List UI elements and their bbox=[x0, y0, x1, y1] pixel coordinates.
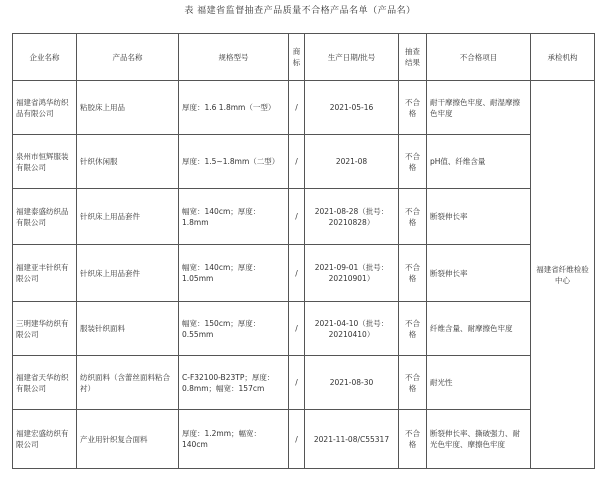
table-row bbox=[13, 410, 595, 469]
cell-items: 断裂伸长率、撕破强力、耐光色牢度、摩擦色牢度 bbox=[427, 410, 531, 469]
header-spec: 规格型号 bbox=[179, 34, 289, 81]
table-row bbox=[13, 245, 595, 302]
header-enterprise: 企业名称 bbox=[13, 34, 77, 81]
page-title: 表 福建省监督抽查产品质量不合格产品名单（产品名） bbox=[184, 6, 416, 16]
header-items: 不合格项目 bbox=[427, 34, 531, 81]
cell-product: 针织床上用品套件 bbox=[77, 245, 179, 302]
results-table bbox=[12, 33, 595, 469]
table-row bbox=[13, 81, 595, 135]
cell-brand: / bbox=[289, 189, 305, 245]
cell-spec: C-F32100-B23TP；厚度：0.8mm；幅宽：157cm bbox=[179, 356, 289, 410]
cell-result: 不合格 bbox=[399, 135, 427, 189]
cell-date: 2021-09-01（批号：20210901） bbox=[305, 245, 399, 302]
header-date: 生产日期/批号 bbox=[305, 34, 399, 81]
table-row bbox=[13, 135, 595, 189]
cell-spec: 厚度：1.5~1.8mm（二型） bbox=[179, 135, 289, 189]
cell-product: 针织休闲服 bbox=[77, 135, 179, 189]
cell-brand: / bbox=[289, 135, 305, 189]
cell-enterprise: 三明建华纺织有限公司 bbox=[13, 302, 77, 356]
cell-date: 2021-08-30 bbox=[305, 356, 399, 410]
cell-items: 断裂伸长率 bbox=[427, 189, 531, 245]
cell-enterprise: 泉州市恒辉服装有限公司 bbox=[13, 135, 77, 189]
cell-brand: / bbox=[289, 410, 305, 469]
cell-result: 不合格 bbox=[399, 81, 427, 135]
cell-product: 针织床上用品套件 bbox=[77, 189, 179, 245]
cell-agency: 福建省纤维检验中心 bbox=[531, 81, 595, 469]
table-header-row bbox=[13, 34, 595, 81]
header-result: 抽查结果 bbox=[399, 34, 427, 81]
cell-spec: 厚度：1.6 1.8mm（一型） bbox=[179, 81, 289, 135]
cell-items: 耐干摩擦色牢度、耐湿摩擦色牢度 bbox=[427, 81, 531, 135]
cell-enterprise: 福建泰盛纺织品有限公司 bbox=[13, 189, 77, 245]
table-row bbox=[13, 302, 595, 356]
cell-product: 服装针织面料 bbox=[77, 302, 179, 356]
cell-date: 2021-11-08/C55317 bbox=[305, 410, 399, 469]
cell-items: 耐光性 bbox=[427, 356, 531, 410]
header-product: 产品名称 bbox=[77, 34, 179, 81]
cell-enterprise: 福建宏盛纺织有限公司 bbox=[13, 410, 77, 469]
cell-result: 不合格 bbox=[399, 302, 427, 356]
cell-items: 断裂伸长率 bbox=[427, 245, 531, 302]
cell-result: 不合格 bbox=[399, 410, 427, 469]
cell-product: 纺织面料（含蕾丝面料粘合衬） bbox=[77, 356, 179, 410]
cell-spec: 幅宽：140cm；厚度：1.05mm bbox=[179, 245, 289, 302]
cell-date: 2021-08-28（批号：20210828） bbox=[305, 189, 399, 245]
cell-items: 纤维含量、耐摩擦色牢度 bbox=[427, 302, 531, 356]
cell-spec: 幅宽：140cm；厚度：1.8mm bbox=[179, 189, 289, 245]
cell-date: 2021-08 bbox=[305, 135, 399, 189]
cell-spec: 厚度：1.2mm；幅宽：140cm bbox=[179, 410, 289, 469]
cell-date: 2021-05-16 bbox=[305, 81, 399, 135]
cell-spec: 幅宽：150cm；厚度：0.55mm bbox=[179, 302, 289, 356]
cell-product: 产业用针织复合面料 bbox=[77, 410, 179, 469]
cell-enterprise: 福建亚丰针织有限公司 bbox=[13, 245, 77, 302]
cell-result: 不合格 bbox=[399, 189, 427, 245]
table-row bbox=[13, 189, 595, 245]
cell-result: 不合格 bbox=[399, 356, 427, 410]
cell-date: 2021-04-10（批号：20210410） bbox=[305, 302, 399, 356]
table-row bbox=[13, 356, 595, 410]
cell-enterprise: 福建省鸿华纺织品有限公司 bbox=[13, 81, 77, 135]
cell-brand: / bbox=[289, 81, 305, 135]
cell-brand: / bbox=[289, 356, 305, 410]
header-brand: 商标 bbox=[289, 34, 305, 81]
cell-enterprise: 福建省天华纺织有限公司 bbox=[13, 356, 77, 410]
cell-items: pH值、纤维含量 bbox=[427, 135, 531, 189]
cell-product: 粘胶床上用品 bbox=[77, 81, 179, 135]
cell-brand: / bbox=[289, 245, 305, 302]
cell-result: 不合格 bbox=[399, 245, 427, 302]
header-agency: 承检机构 bbox=[531, 34, 595, 81]
cell-brand: / bbox=[289, 302, 305, 356]
